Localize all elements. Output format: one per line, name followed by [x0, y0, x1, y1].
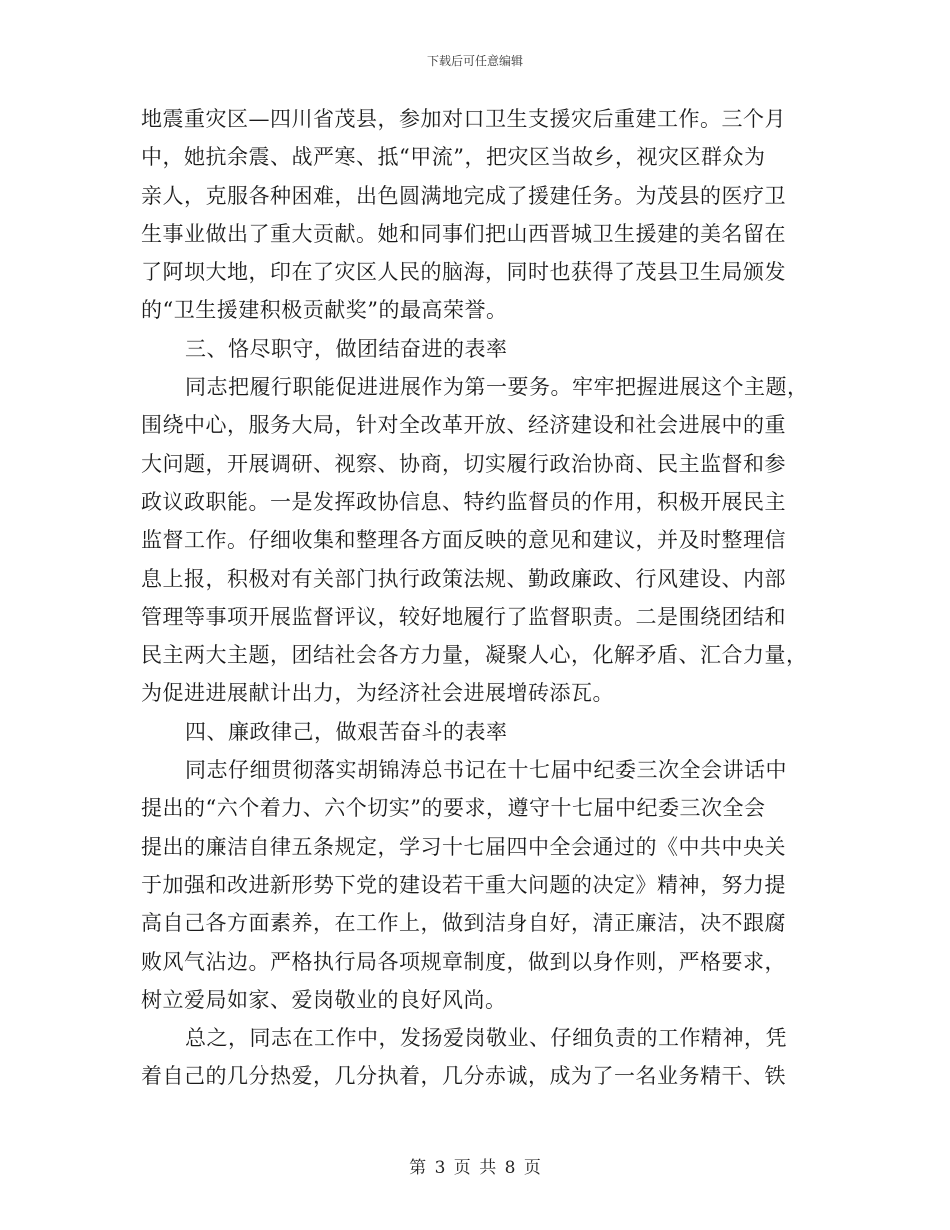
- page-number-footer: 第 3 页 共 8 页: [409, 1158, 541, 1178]
- text-line: 总之，同志在工作中，发扬爱岗敬业、仔细负责的工作精神，凭: [185, 1026, 787, 1051]
- text-line: 同志把履行职能促进进展作为第一要务。牢牢把握进展这个主题，: [185, 375, 809, 400]
- text-line: 为促进进展献计出力，为经济社会进展增砖添瓦。: [141, 681, 614, 706]
- text-line: 地震重灾区—四川省茂县，参加对口卫生支援灾后重建工作。三个月: [141, 107, 786, 131]
- text-line: 三、恪尽职守，做团结奋进的表率: [185, 336, 508, 361]
- text-line: 提出的廉洁自律五条规定，学习十七届四中全会通过的《中共中央关: [141, 834, 786, 859]
- text-line: 政议政职能。一是发挥政协信息、特约监督员的作用，积极开展民主: [141, 489, 786, 514]
- page-header: 下载后可任意编辑: [426, 54, 523, 68]
- text-line: 生事业做出了重大贡献。她和同事们把山西晋城卫生援建的美名留在: [141, 221, 786, 246]
- text-line: 监督工作。仔细收集和整理各方面反映的意见和建议，并及时整理信: [141, 528, 786, 553]
- text-line: 于加强和改进新形势下党的建设若干重大问题的决定》精神，努力提: [141, 872, 786, 897]
- text-line: 亲人，克服各种困难，出色圆满地完成了援建任务。为茂县的医疗卫: [141, 183, 786, 208]
- text-line: 中，她抗余震、战严寒、抵“甲流”，把灾区当故乡，视灾区群众为: [141, 145, 766, 170]
- text-line: 着自己的几分热爱，几分执着，几分赤诚，成为了一名业务精干、铁: [141, 1064, 786, 1089]
- text-line: 管理等事项开展监督评议，较好地履行了监督职责。二是围绕团结和: [141, 604, 786, 629]
- text-line: 同志仔细贯彻落实胡锦涛总书记在十七届中纪委三次全会讲话中: [185, 758, 787, 783]
- text-line: 大问题，开展调研、视察、协商，切实履行政治协商、民主监督和参: [141, 451, 786, 476]
- text-line: 的“卫生援建积极贡献奖”的最高荣誉。: [141, 298, 508, 323]
- text-line: 息上报，积极对有关部门执行政策法规、勤政廉政、行风建设、内部: [141, 566, 786, 591]
- text-line: 败风气沾边。严格执行局各项规章制度，做到以身作则，严格要求，: [141, 949, 786, 974]
- text-line: 围绕中心，服务大局，针对全改革开放、经济建设和社会进展中的重: [141, 413, 786, 438]
- text-line: 提出的“六个着力、六个切实”的要求，遵守十七届中纪委三次全会: [141, 796, 766, 821]
- text-line: 高自己各方面素养，在工作上，做到洁身自好，清正廉洁，决不跟腐: [141, 911, 786, 936]
- text-line: 树立爱局如家、爱岗敬业的良好风尚。: [141, 987, 507, 1012]
- text-line: 四、廉政律己，做艰苦奋斗的表率: [185, 719, 508, 744]
- text-line: 了阿坝大地，印在了灾区人民的脑海，同时也获得了茂县卫生局颁发: [141, 260, 786, 285]
- text-line: 民主两大主题，团结社会各方力量，凝聚人心，化解矛盾、汇合力量，: [141, 643, 808, 668]
- document-body: [141, 100, 809, 1096]
